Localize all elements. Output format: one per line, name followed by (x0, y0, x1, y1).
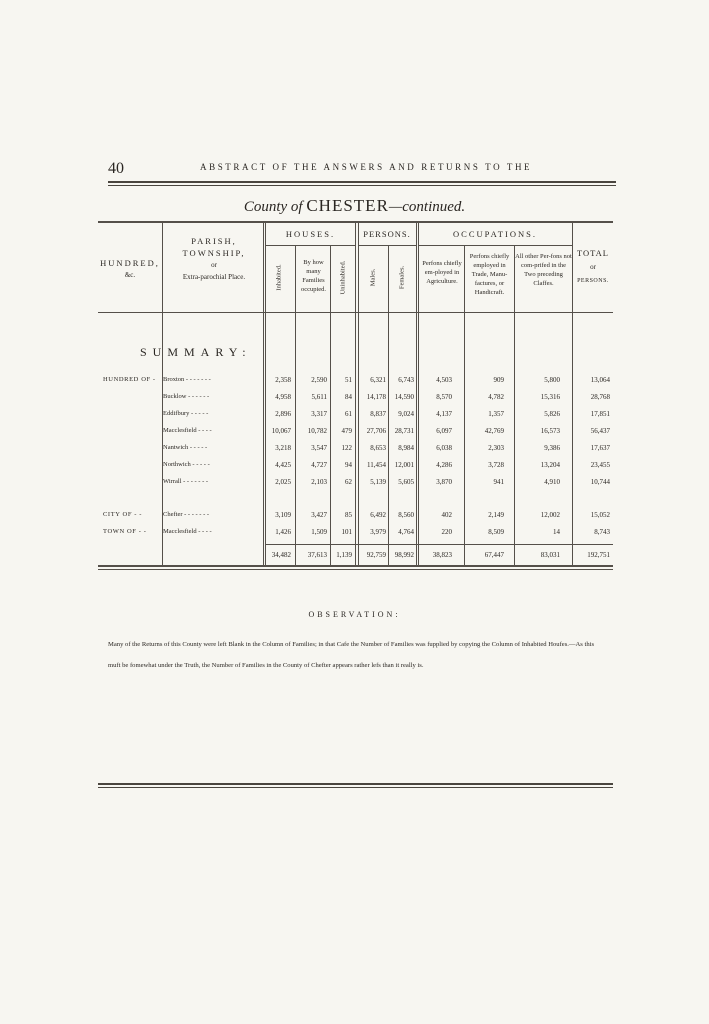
houses-underline (265, 245, 355, 246)
cell-other: 16,573 (540, 427, 560, 435)
cell-inhabited: 4,425 (275, 461, 291, 469)
parish-name: Wirrall - - - - - - - (163, 478, 209, 485)
header-parish (166, 237, 262, 282)
parish-name: Nantwich - - - - - (163, 444, 208, 451)
cell-agriculture: 4,137 (436, 410, 452, 418)
cell-total: 23,455 (590, 461, 610, 469)
cell-total: 28,768 (590, 393, 610, 401)
cell-females: 14,590 (394, 393, 414, 401)
cell-total: 15,052 (590, 511, 610, 519)
cell-trade: 3,728 (488, 461, 504, 469)
cell-agriculture: 4,286 (436, 461, 452, 469)
cell-trade: 8,509 (488, 528, 504, 536)
parish-name: Chefter - - - - - - - (163, 511, 210, 518)
header-houses: HOUSES. (285, 229, 336, 239)
cell-females: 8,560 (398, 511, 414, 519)
header-parish-3: or (211, 261, 217, 269)
county-prefix: County of (243, 199, 307, 215)
cell-total: 10,744 (590, 478, 610, 486)
total-other: 83,031 (540, 551, 560, 559)
header-agriculture: Perfons chiefly em-ployed in Agriculture. (422, 260, 462, 285)
bottom-rule-thin (98, 787, 613, 788)
top-rule-thin (108, 185, 616, 186)
header-females: Females. (398, 265, 406, 290)
total-families: 37,613 (307, 551, 327, 559)
cell-families: 10,782 (307, 427, 327, 435)
cell-agriculture: 3,870 (436, 478, 452, 486)
cell-other: 13,204 (540, 461, 560, 469)
total-males: 92,759 (366, 551, 386, 559)
county-name: CHESTER (306, 196, 389, 215)
header-hundred (98, 259, 162, 280)
cell-males: 6,321 (370, 376, 386, 384)
cell-females: 28,731 (394, 427, 414, 435)
totals-rule (265, 544, 613, 545)
header-total-2: or (590, 263, 596, 271)
cell-inhabited: 1,426 (275, 528, 291, 536)
cell-trade: 2,303 (488, 444, 504, 452)
header-other: All other Per-fons not com-prifed in the Two preceding Claffes. (515, 253, 572, 287)
table-bottom-rule-thin (98, 569, 613, 570)
total-inhabited: 34,482 (271, 551, 291, 559)
cell-uninhabited: 84 (345, 393, 352, 401)
cell-males: 14,178 (366, 393, 386, 401)
observation-text: Many of the Returns of this County were left Blank in the Column of Families; in that Cafe the Number of Families was fupplied by copying the Column of Inhabited Houfes.—As this muft be fomewhat under the Truth, the Number of Families in the County of Chefter appears rather lefs than it really is. (108, 641, 595, 669)
cell-total: 17,851 (590, 410, 610, 418)
cell-uninhabited: 85 (345, 511, 352, 519)
cell-males: 5,139 (370, 478, 386, 486)
cell-trade: 2,149 (488, 511, 504, 519)
cell-other: 5,800 (544, 376, 560, 384)
cell-families: 3,547 (311, 444, 327, 452)
cell-total: 17,637 (590, 444, 610, 452)
cell-uninhabited: 61 (345, 410, 352, 418)
header-occupations: OCCUPATIONS. (453, 229, 537, 239)
header-parish-1: PARISH, (191, 236, 237, 246)
total-uninhabited: 1,139 (336, 551, 352, 559)
observation-title: OBSERVATION: (308, 610, 401, 619)
county-suffix: —continued. (388, 199, 466, 215)
cell-trade: 4,782 (488, 393, 504, 401)
header-total-3: PERSONS. (577, 278, 609, 284)
category-hundred: HUNDRED OF - (103, 376, 156, 383)
cell-inhabited: 3,218 (275, 444, 291, 452)
parish-name: Broxton - - - - - - - (163, 376, 211, 383)
cell-females: 8,984 (398, 444, 414, 452)
cell-uninhabited: 51 (345, 376, 352, 384)
col-divider (514, 245, 515, 566)
county-title (0, 196, 709, 216)
header-total-1: TOTAL (576, 248, 610, 258)
cell-trade: 42,769 (484, 427, 504, 435)
cell-agriculture: 8,570 (436, 393, 452, 401)
cell-families: 1,509 (311, 528, 327, 536)
cell-other: 5,826 (544, 410, 560, 418)
cell-males: 8,837 (370, 410, 386, 418)
total-females: 98,992 (394, 551, 414, 559)
total-agriculture: 38,823 (432, 551, 452, 559)
cell-uninhabited: 122 (341, 444, 352, 452)
cell-inhabited: 2,358 (275, 376, 291, 384)
parish-name: Eddifbury - - - - - (163, 410, 209, 417)
summary-label: SUMMARY: (140, 345, 252, 359)
cell-families: 2,103 (311, 478, 327, 486)
cell-males: 11,454 (367, 461, 386, 469)
parish-name: Macclesfield - - - - (163, 427, 212, 434)
header-inhabited: Inhabited. (275, 264, 283, 291)
cell-other: 4,910 (544, 478, 560, 486)
cell-inhabited: 3,109 (275, 511, 291, 519)
cell-other: 14 (553, 528, 560, 536)
cell-inhabited: 2,896 (275, 410, 291, 418)
header-families: By how many Families occupied. (300, 259, 327, 293)
cell-agriculture: 402 (441, 511, 452, 519)
running-head: ABSTRACT OF THE ANSWERS AND RETURNS TO THE (200, 162, 533, 172)
cell-females: 4,764 (398, 528, 414, 536)
top-rule (108, 181, 616, 183)
cell-trade: 941 (493, 478, 504, 486)
cell-trade: 1,357 (488, 410, 504, 418)
occupations-underline (418, 245, 572, 246)
cell-total: 13,064 (590, 376, 610, 384)
cell-families: 3,427 (311, 511, 327, 519)
cell-families: 4,727 (311, 461, 327, 469)
cell-agriculture: 220 (441, 528, 452, 536)
cell-males: 27,706 (366, 427, 386, 435)
cell-uninhabited: 479 (341, 427, 352, 435)
cell-males: 6,492 (370, 511, 386, 519)
cell-females: 6,743 (398, 376, 414, 384)
cell-total: 56,437 (590, 427, 610, 435)
header-hundred-sub: &c. (124, 271, 136, 279)
cell-females: 9,024 (398, 410, 414, 418)
cell-males: 3,979 (370, 528, 386, 536)
parish-name: Bucklow - - - - - - (163, 393, 210, 400)
header-hundred-label: HUNDRED, (100, 258, 160, 268)
parish-name: Northwich - - - - - (163, 461, 210, 468)
header-parish-4: Extra-parochial Place. (182, 273, 246, 281)
header-trade: Perfons chiefly employed in Trade, Manu-factures, or Handicraft. (469, 253, 510, 296)
cell-uninhabited: 94 (345, 461, 352, 469)
total-total: 192,751 (587, 551, 610, 559)
cell-inhabited: 10,067 (271, 427, 291, 435)
cell-uninhabited: 101 (341, 528, 352, 536)
header-parish-2: TOWNSHIP, (182, 248, 246, 258)
cell-inhabited: 4,958 (275, 393, 291, 401)
cell-families: 3,317 (311, 410, 327, 418)
cell-inhabited: 2,025 (275, 478, 291, 486)
persons-underline (358, 245, 416, 246)
category-town: TOWN OF - - (103, 528, 147, 535)
cell-families: 5,611 (311, 393, 327, 401)
parish-name: Macclesfield - - - - (163, 528, 212, 535)
cell-females: 12,001 (394, 461, 414, 469)
cell-agriculture: 4,503 (436, 376, 452, 384)
bottom-rule (98, 783, 613, 785)
header-total (573, 249, 613, 286)
cell-other: 15,316 (540, 393, 560, 401)
cell-females: 5,605 (398, 478, 414, 486)
header-males: Males. (369, 268, 377, 287)
cell-agriculture: 6,097 (436, 427, 452, 435)
cell-agriculture: 6,038 (436, 444, 452, 452)
page-number: 40 (108, 160, 124, 177)
cell-males: 8,653 (370, 444, 386, 452)
header-uninhabited: Uninhabited. (339, 260, 347, 295)
cell-uninhabited: 62 (345, 478, 352, 486)
total-trade: 67,447 (484, 551, 504, 559)
cell-families: 2,590 (311, 376, 327, 384)
cell-total: 8,743 (594, 528, 610, 536)
category-city: CITY OF - - (103, 511, 143, 518)
cell-other: 12,002 (540, 511, 560, 519)
header-persons: PERSONS. (363, 229, 411, 239)
cell-trade: 909 (493, 376, 504, 384)
cell-other: 9,386 (544, 444, 560, 452)
